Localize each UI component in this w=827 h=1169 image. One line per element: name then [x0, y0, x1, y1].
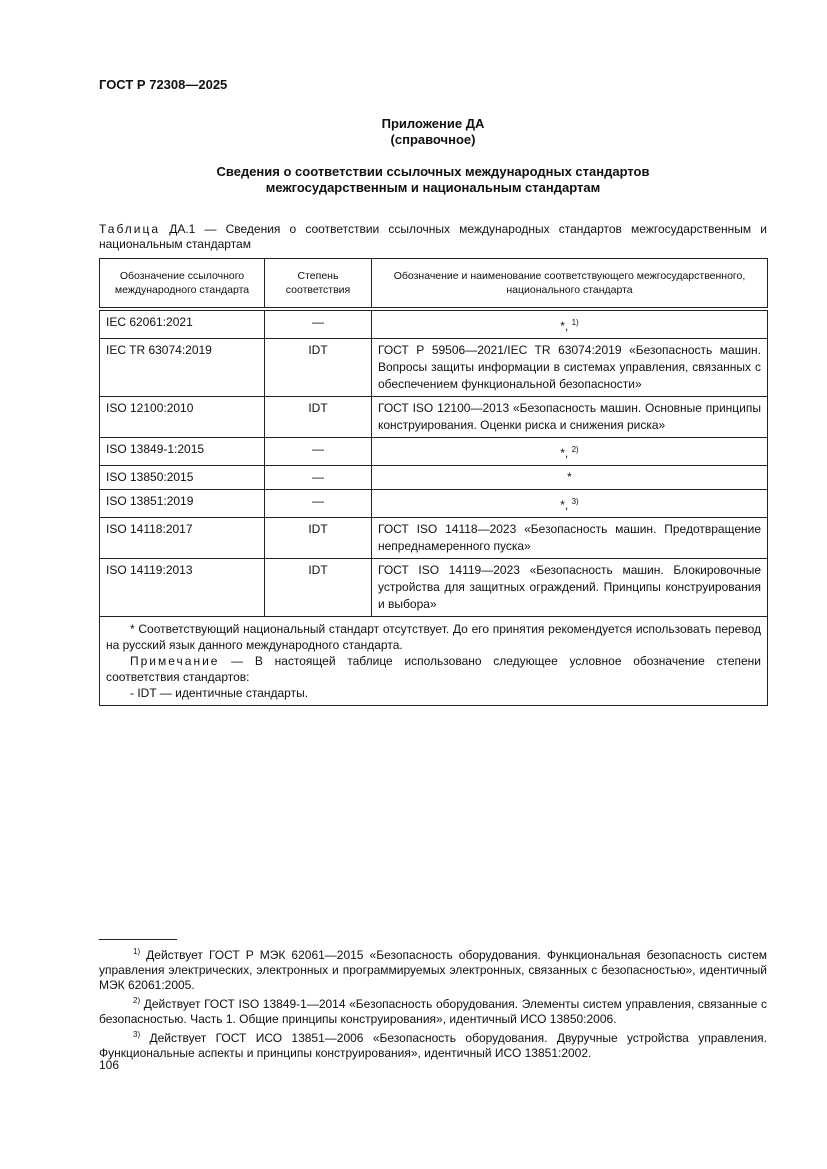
heading-line: межгосударственным и национальным стандартам: [265, 180, 601, 195]
standard-text: ГОСТ ISO 12100—2013 «Безопасность машин. Основные принципы конструирования. Оценки риска и снижения риска»: [378, 401, 761, 432]
conformity-degree: IDT: [265, 518, 372, 559]
footnote: [99, 993, 767, 1027]
table-row: [100, 438, 768, 466]
appendix-label: Приложение ДА: [381, 116, 485, 131]
footnote-ref: 2): [571, 445, 579, 454]
conformity-degree: —: [265, 490, 372, 518]
footnote-text: Действует ГОСТ ISO 13849-1—2014 «Безопасность оборудования. Элементы систем управления, связанные с безопасностью. Часть 1. Общие принципы конструирования», идентичный ИСО 13850:2006.: [99, 997, 767, 1026]
conformity-degree: —: [265, 309, 372, 339]
page-number: 106: [99, 1058, 120, 1072]
table-row: [100, 339, 768, 397]
footnote: [99, 1027, 767, 1061]
table-row: [100, 466, 768, 490]
conformity-degree: IDT: [265, 397, 372, 438]
reference-standard: ISO 14118:2017: [100, 518, 265, 559]
column-header: Степень соответствия: [265, 259, 372, 310]
table-footer: [100, 617, 768, 706]
footnote-ref: 3): [571, 497, 579, 506]
footnote-divider: [99, 939, 177, 940]
footnote-ref: 1): [571, 318, 579, 327]
standard-text: ГОСТ Р 59506—2021/IEC TR 63074:2019 «Безопасность машин. Вопросы защиты информации в системах управления, связанных с обеспечением функциональной безопасности»: [378, 343, 761, 391]
footnote-text: Действует ГОСТ Р МЭК 62061—2015 «Безопасность оборудования. Функциональная безопасность систем управления электрических, электронных и программируемых электронных, связанных с безопасностью», идентичный МЭК 62061:2005.: [99, 948, 767, 992]
corresponding-standard: [372, 466, 768, 490]
caption-label: Таблица: [99, 222, 161, 236]
reference-standard: IEC 62061:2021: [100, 309, 265, 339]
footnote-mark: 1): [133, 947, 141, 956]
corresponding-standard: [372, 397, 768, 438]
note-text: — В настоящей таблице использовано следующее условное обозначение степени соответствия стандартов:: [106, 654, 761, 684]
heading-line: Сведения о соответствии ссылочных международных стандартов: [216, 164, 650, 179]
table-note: [106, 653, 761, 685]
star-footnote: * Соответствующий национальный стандарт отсутствует. До его принятия рекомендуется использовать перевод на русский язык данного международного стандарта.: [106, 622, 761, 652]
corresponding-standard: [372, 490, 768, 518]
corresponding-standard: [372, 339, 768, 397]
note-item: - IDT — идентичные стандарты.: [130, 686, 309, 700]
reference-standard: IEC TR 63074:2019: [100, 339, 265, 397]
appendix-title: [99, 116, 767, 148]
note-label: Примечание: [130, 654, 220, 668]
appendix-subtitle: (справочное): [390, 132, 476, 147]
standard-text: ГОСТ ISO 14118—2023 «Безопасность машин. Предотвращение непреднамеренного пуска»: [378, 522, 761, 553]
table-row: [100, 518, 768, 559]
table-row: [100, 397, 768, 438]
section-heading: [99, 164, 767, 196]
table-header-row: [100, 259, 768, 310]
footnotes: [99, 944, 767, 1061]
footnote: [99, 944, 767, 993]
table-row: [100, 490, 768, 518]
corresponding-standard: [372, 438, 768, 466]
reference-standard: ISO 12100:2010: [100, 397, 265, 438]
conformity-degree: IDT: [265, 339, 372, 397]
footnote-mark: 3): [133, 1030, 141, 1039]
conformity-degree: IDT: [265, 559, 372, 617]
standard-text: *,: [560, 446, 572, 460]
corresponding-standard: [372, 518, 768, 559]
table-caption: [99, 222, 767, 252]
footnote-text: Действует ГОСТ ИСО 13851—2006 «Безопасность оборудования. Двуручные устройства управления. Функциональные аспекты и принципы конструирования», идентичный ИСО 13851:2002.: [99, 1031, 767, 1060]
column-header: Обозначение и наименование соответствующего межгосударственного, национального стандарта: [372, 259, 768, 310]
reference-standard: ISO 13849-1:2015: [100, 438, 265, 466]
corresponding-standard: [372, 309, 768, 339]
conformity-degree: —: [265, 466, 372, 490]
conformity-degree: —: [265, 438, 372, 466]
corresponding-standard: [372, 559, 768, 617]
table-row: [100, 559, 768, 617]
reference-standard: ISO 14119:2013: [100, 559, 265, 617]
standard-text: ГОСТ ISO 14119—2023 «Безопасность машин. Блокировочные устройства для защитных ограждений. Принципы конструирования и выбора»: [378, 563, 761, 611]
standard-text: *,: [560, 319, 572, 333]
standard-text: *,: [560, 498, 572, 512]
column-header: Обозначение ссылочного международного стандарта: [100, 259, 265, 310]
standard-text: *: [567, 470, 572, 484]
reference-standard: ISO 13851:2019: [100, 490, 265, 518]
document-header: ГОСТ Р 72308—2025: [99, 77, 228, 92]
footnote-mark: 2): [133, 996, 141, 1005]
standards-table: [99, 258, 768, 706]
reference-standard: ISO 13850:2015: [100, 466, 265, 490]
caption-text: ДА.1 — Сведения о соответствии ссылочных международных стандартов межгосударственным и национальным стандартам: [99, 222, 767, 251]
table-row: [100, 309, 768, 339]
